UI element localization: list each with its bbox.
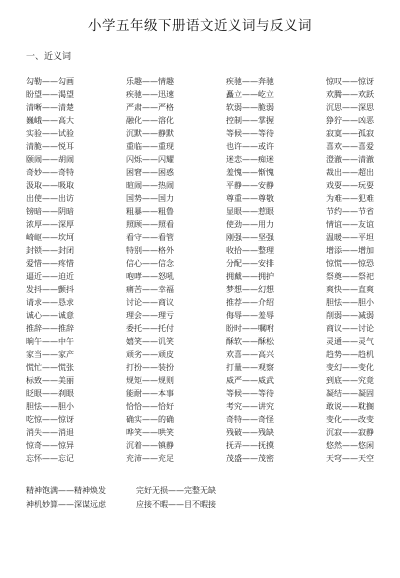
synonym-pair: 推辞——推辞 [26,324,74,333]
synonym-pair: 收拾——整理 [226,246,274,255]
synonym-pair: 奇特——奇怪 [226,415,274,424]
synonym-pair: 恰恰——恰好 [126,402,174,411]
synonym-pair: 乐趣——情趣 [126,77,174,86]
synonym-pair: 也许——或许 [226,142,274,151]
synonym-pair: 巍峨——高大 [26,116,74,125]
synonym-pair: 咆哮——怒吼 [126,272,174,281]
synonym-pair: 情谊——友谊 [326,220,374,229]
synonym-pair: 忘怀——忘记 [26,454,74,463]
synonym-pair: 削弱——减弱 [326,311,374,320]
synonym-pair: 融化——溶化 [126,116,174,125]
synonym-pair: 爱惜——疼惜 [26,259,74,268]
synonym-pair: 严肃——严格 [126,103,174,112]
synonym-pair: 惊慌——惊恐 [326,259,374,268]
synonym-pair: 吃惊——惊讶 [26,415,74,424]
synonym-pair: 残破——残缺 [226,428,274,437]
synonym-pair: 胆怯——胆小 [326,298,374,307]
synonym-pair: 节约——节省 [326,207,374,216]
synonym-pair: 羞愧——惭愧 [226,168,274,177]
synonym-pair: 狰狞——凶恶 [326,116,374,125]
synonym-pair: 寂寞——孤寂 [326,129,374,138]
synonym-pair: 等候——等待 [226,129,274,138]
synonym-pair: 侮辱——羞辱 [226,311,274,320]
synonym-pair: 刚强——坚强 [226,233,274,242]
synonym-pair: 出使——出访 [26,194,74,203]
synonym-pair: 暄闹——热闹 [126,181,174,190]
synonym-pair: 分配——安排 [226,259,274,268]
synonym-pair: 痛苦——幸福 [126,285,174,294]
synonym-pair: 请求——恳求 [26,298,74,307]
synonym-pair: 晌午——中午 [26,337,74,346]
synonym-pair: 看守——看管 [126,233,174,242]
synonym-pair: 浓厚——深厚 [26,220,74,229]
synonym-pair: 汲取——吸取 [26,181,74,190]
synonym-pair: 使劲——用力 [226,220,274,229]
synonym-pair: 灵通——灵气 [326,337,374,346]
synonym-pair: 疾驰——奔驰 [226,77,274,86]
synonym-pair: 国势——国力 [126,194,174,203]
synonym-pair: 眨眼——刹眼 [26,389,74,398]
synonym-pair: 粗暴——粗鲁 [126,207,174,216]
phrase-pair: 精神饱满——精神焕发 [26,486,106,495]
synonym-pair: 打扮——装扮 [126,363,174,372]
synonym-pair: 矗立——屹立 [226,90,274,99]
synonym-pair: 祭奠——祭祀 [326,272,374,281]
synonym-pair: 澄澈——清澈 [326,155,374,164]
synonym-pair: 沉寂——寂静 [326,428,374,437]
synonym-pair: 慌忙——慌张 [26,363,74,372]
synonym-pair: 讨论——商议 [126,298,174,307]
synonym-pair: 胆怯——胆小 [26,402,74,411]
phrase-pair: 完好无损——完整无缺 [136,486,216,495]
synonym-pair: 考究——讲究 [226,402,274,411]
synonym-pair: 欢喜——高兴 [226,350,274,359]
synonym-pair: 顽劣——顽皮 [126,350,174,359]
synonym-pair: 信心——信念 [126,259,174,268]
synonym-pair: 梦想——幻想 [226,285,274,294]
synonym-pair: 商议——讨论 [326,324,374,333]
synonym-pair: 惊叹——惊讶 [326,77,374,86]
synonym-pair: 平静——安静 [226,181,274,190]
synonym-pair: 抚弄——抚摸 [226,441,274,450]
synonym-pair: 家当——家产 [26,350,74,359]
synonym-pair: 爽快——直爽 [326,285,374,294]
synonym-pair: 裁出——超出 [326,168,374,177]
synonym-pair: 欢腾——欢跃 [326,90,374,99]
synonym-pair: 茂盛——茂密 [226,454,274,463]
synonym-pair: 沉着——镇静 [126,441,174,450]
synonym-pair: 打量——观察 [226,363,274,372]
page-title: 小学五年级下册语文近义词与反义词 [88,18,312,34]
synonym-pair: 敢说——耽搁 [326,402,374,411]
synonym-pair: 颐闹——胡闹 [26,155,74,164]
synonym-pair: 增添——增加 [326,246,374,255]
synonym-pair: 推荐——介绍 [226,298,274,307]
synonym-pair: 消失——消退 [26,428,74,437]
synonym-pair: 清晰——清楚 [26,103,74,112]
synonym-pair: 威严——威武 [226,376,274,385]
synonym-pair: 闪烁——闪耀 [126,155,174,164]
synonym-pair: 崎岖——坎坷 [26,233,74,242]
synonym-pair: 天穹——天空 [326,454,374,463]
synonym-pair: 拥戴——拥护 [226,272,274,281]
synonym-pair: 惊奇——惊异 [26,441,74,450]
synonym-pair: 迷恋——痴迷 [226,155,274,164]
synonym-grid [26,75,386,465]
synonym-pair: 发抖——颤抖 [26,285,74,294]
synonym-pair: 喜欢——喜爱 [326,142,374,151]
synonym-pair: 控制——掌握 [226,116,274,125]
synonym-pair: 为难——犯难 [326,194,374,203]
synonym-pair: 重临——重现 [126,142,174,151]
synonym-pair: 凝结——凝固 [326,389,374,398]
synonym-pair: 哗笑——哄笑 [126,428,174,437]
synonym-pair: 封锁——封闭 [26,246,74,255]
synonym-pair: 尊重——尊敬 [226,194,274,203]
synonym-pair: 盼望——渴望 [26,90,74,99]
synonym-pair: 能耐——本事 [126,389,174,398]
synonym-pair: 奇妙——奇特 [26,168,74,177]
synonym-pair: 委托——托付 [126,324,174,333]
synonym-pair: 趋势——趋机 [326,350,374,359]
synonym-pair: 沉默——静默 [126,129,174,138]
synonym-pair: 酥软——酥松 [226,337,274,346]
synonym-pair: 盼时——嘱咐 [226,324,274,333]
synonym-pair: 确实——的确 [126,415,174,424]
section-heading: 一、近义词 [26,52,72,62]
synonym-pair: 变化——改变 [326,415,374,424]
synonym-pair: 沉思——深思 [326,103,374,112]
synonym-pair: 显眼——惹眼 [226,207,274,216]
synonym-pair: 嬉笑——讥笑 [126,337,174,346]
synonym-pair: 勾勒——勾画 [26,77,74,86]
synonym-pair: 清脆——悦耳 [26,142,74,151]
synonym-pair: 变幻——变化 [326,363,374,372]
synonym-pair: 实验——试验 [26,129,74,138]
synonym-pair: 疾驰——迅速 [126,90,174,99]
synonym-pair: 充沛——充足 [126,454,174,463]
synonym-pair: 戏耍——玩耍 [326,181,374,190]
phrase-pair: 应接不暇——目不暇接 [136,500,216,509]
synonym-pair: 标致——美丽 [26,376,74,385]
phrase-list [26,484,386,512]
synonym-pair: 软弱——脆弱 [226,103,274,112]
synonym-pair: 照顾——照看 [126,220,174,229]
synonym-pair: 镑暗——阴暗 [26,207,74,216]
synonym-pair: 等候——等待 [226,389,274,398]
synonym-pair: 诚心——诚意 [26,311,74,320]
synonym-pair: 温暖——平坦 [326,233,374,242]
synonym-pair: 逼近——迫近 [26,272,74,281]
synonym-pair: 特别——格外 [126,246,174,255]
synonym-pair: 悠然——悠闲 [326,441,374,450]
synonym-pair: 规矩——规则 [126,376,174,385]
synonym-pair: 困窘——困惑 [126,168,174,177]
synonym-pair: 到底——究竟 [326,376,374,385]
phrase-pair: 神机妙算——深谋远虑 [26,500,106,509]
synonym-pair: 理会——理亏 [126,311,174,320]
